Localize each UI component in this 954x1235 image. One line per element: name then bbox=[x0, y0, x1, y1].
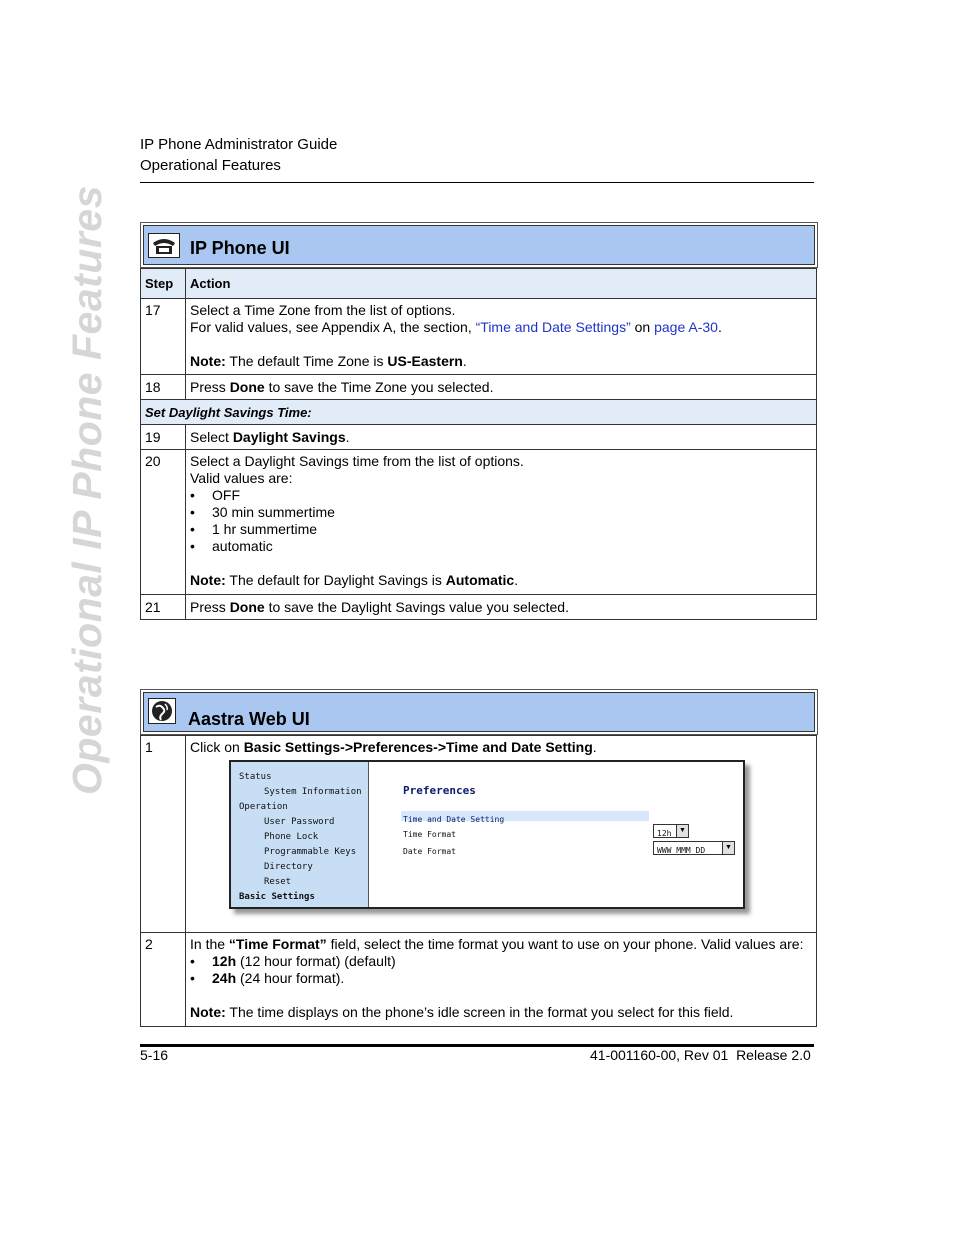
menu-status[interactable]: Status bbox=[239, 772, 272, 782]
menu-directory[interactable]: Directory bbox=[264, 862, 313, 872]
column-header-step: Step bbox=[141, 269, 186, 299]
aastra-web-ui-table bbox=[140, 735, 817, 1027]
header-title: IP Phone Administrator Guide bbox=[140, 136, 338, 153]
step-action: Select a Daylight Savings time from the list of options. Valid values are: • OFF • 30 min summertime • 1 hr summertime • automatic Note: The default for Daylight Savings is Automatic. bbox=[186, 450, 817, 595]
table-row bbox=[141, 425, 817, 450]
table-row bbox=[141, 375, 817, 400]
page-number: 5-16 bbox=[140, 1047, 169, 1063]
menu-reset[interactable]: Reset bbox=[264, 877, 292, 887]
table-row bbox=[141, 595, 817, 620]
column-header-action: Action bbox=[186, 269, 817, 299]
header-subtitle: Operational Features bbox=[140, 157, 281, 174]
list-item: • 1 hr summertime bbox=[190, 521, 318, 537]
date-format-select[interactable]: WWW MMM DD ▼ bbox=[653, 841, 735, 855]
table-row bbox=[141, 933, 817, 1027]
page-a-30-link[interactable]: page A-30 bbox=[654, 319, 718, 335]
list-item: • OFF bbox=[190, 487, 240, 503]
date-format-label: Date Format bbox=[403, 847, 456, 856]
step-action: Select a Time Zone from the list of options. For valid values, see Appendix A, the section, “Time and Date Settings” on page A-30. Note: The default Time Zone is US-Eastern. bbox=[186, 299, 817, 375]
step-action: Press Done to save the Daylight Savings value you selected. bbox=[186, 595, 817, 620]
menu-basic-settings[interactable]: Basic Settings bbox=[239, 892, 315, 902]
subheading-row bbox=[141, 400, 817, 425]
desk-phone-icon bbox=[148, 233, 180, 258]
step-action: Click on Basic Settings->Preferences->Time and Date Setting. Status System Information Operation User Password Phone Lock Programmable Keys Directory Reset Basic Settings Preferences Time and Date Setting Time Format 12h ▼ Date Format WWW MMM DD ▼ bbox=[186, 736, 817, 933]
step-number: 17 bbox=[141, 299, 186, 375]
note: Note: The default Time Zone is US-Eastern. bbox=[190, 353, 467, 369]
aastra-web-ui-banner bbox=[140, 689, 818, 735]
globe-icon bbox=[148, 698, 176, 724]
table-row bbox=[141, 450, 817, 595]
document-id: 41-001160-00, Rev 01 Release 2.0 bbox=[590, 1047, 811, 1063]
time-and-date-section-label: Time and Date Setting bbox=[403, 815, 505, 824]
step-action: Press Done to save the Time Zone you selected. bbox=[186, 375, 817, 400]
menu-operation[interactable]: Operation bbox=[239, 802, 288, 812]
list-item: • automatic bbox=[190, 538, 273, 554]
header-rule bbox=[140, 182, 814, 183]
step-action: Select Daylight Savings. bbox=[186, 425, 817, 450]
step-action: In the “Time Format” field, select the time format you want to use on your phone. Valid values are: • 12h (12 hour format) (default) • 24h (24 hour format). Note: The time displays on the phone’s idle screen in the format you select for this field. bbox=[186, 933, 817, 1027]
subheading: Set Daylight Savings Time: bbox=[141, 400, 817, 425]
side-title: Operational IP Phone Features bbox=[64, 185, 110, 795]
list-item: • 30 min summertime bbox=[190, 504, 335, 520]
step-number: 2 bbox=[141, 933, 186, 1027]
menu-system-information[interactable]: System Information bbox=[264, 787, 362, 797]
ip-phone-ui-banner bbox=[140, 222, 818, 268]
ip-phone-ui-table bbox=[140, 268, 817, 620]
aastra-web-ui-title: Aastra Web UI bbox=[188, 709, 310, 729]
step-number: 20 bbox=[141, 450, 186, 595]
step-number: 19 bbox=[141, 425, 186, 450]
preferences-heading: Preferences bbox=[403, 784, 476, 797]
table-row bbox=[141, 736, 817, 933]
menu-programmable-keys[interactable]: Programmable Keys bbox=[264, 847, 357, 857]
time-and-date-settings-link[interactable]: “Time and Date Settings” bbox=[475, 319, 631, 335]
step-number: 21 bbox=[141, 595, 186, 620]
menu-phone-lock[interactable]: Phone Lock bbox=[264, 832, 319, 842]
note: Note: The time displays on the phone’s idle screen in the format you select for this field. bbox=[190, 1004, 734, 1020]
note: Note: The default for Daylight Savings is Automatic. bbox=[190, 572, 519, 588]
ip-phone-ui-title: IP Phone UI bbox=[190, 238, 290, 258]
step-number: 1 bbox=[141, 736, 186, 933]
web-ui-sidebar bbox=[231, 762, 369, 907]
table-header-row bbox=[141, 269, 817, 299]
time-format-select[interactable]: 12h ▼ bbox=[653, 824, 689, 838]
table-row bbox=[141, 299, 817, 375]
time-format-label: Time Format bbox=[403, 830, 456, 839]
menu-user-password[interactable]: User Password bbox=[264, 817, 335, 827]
chevron-down-icon: ▼ bbox=[722, 842, 734, 854]
list-item: • 12h (12 hour format) (default) bbox=[190, 953, 396, 969]
list-item: • 24h (24 hour format). bbox=[190, 970, 345, 986]
step-number: 18 bbox=[141, 375, 186, 400]
chevron-down-icon: ▼ bbox=[676, 825, 688, 837]
web-ui-screenshot bbox=[229, 760, 745, 909]
